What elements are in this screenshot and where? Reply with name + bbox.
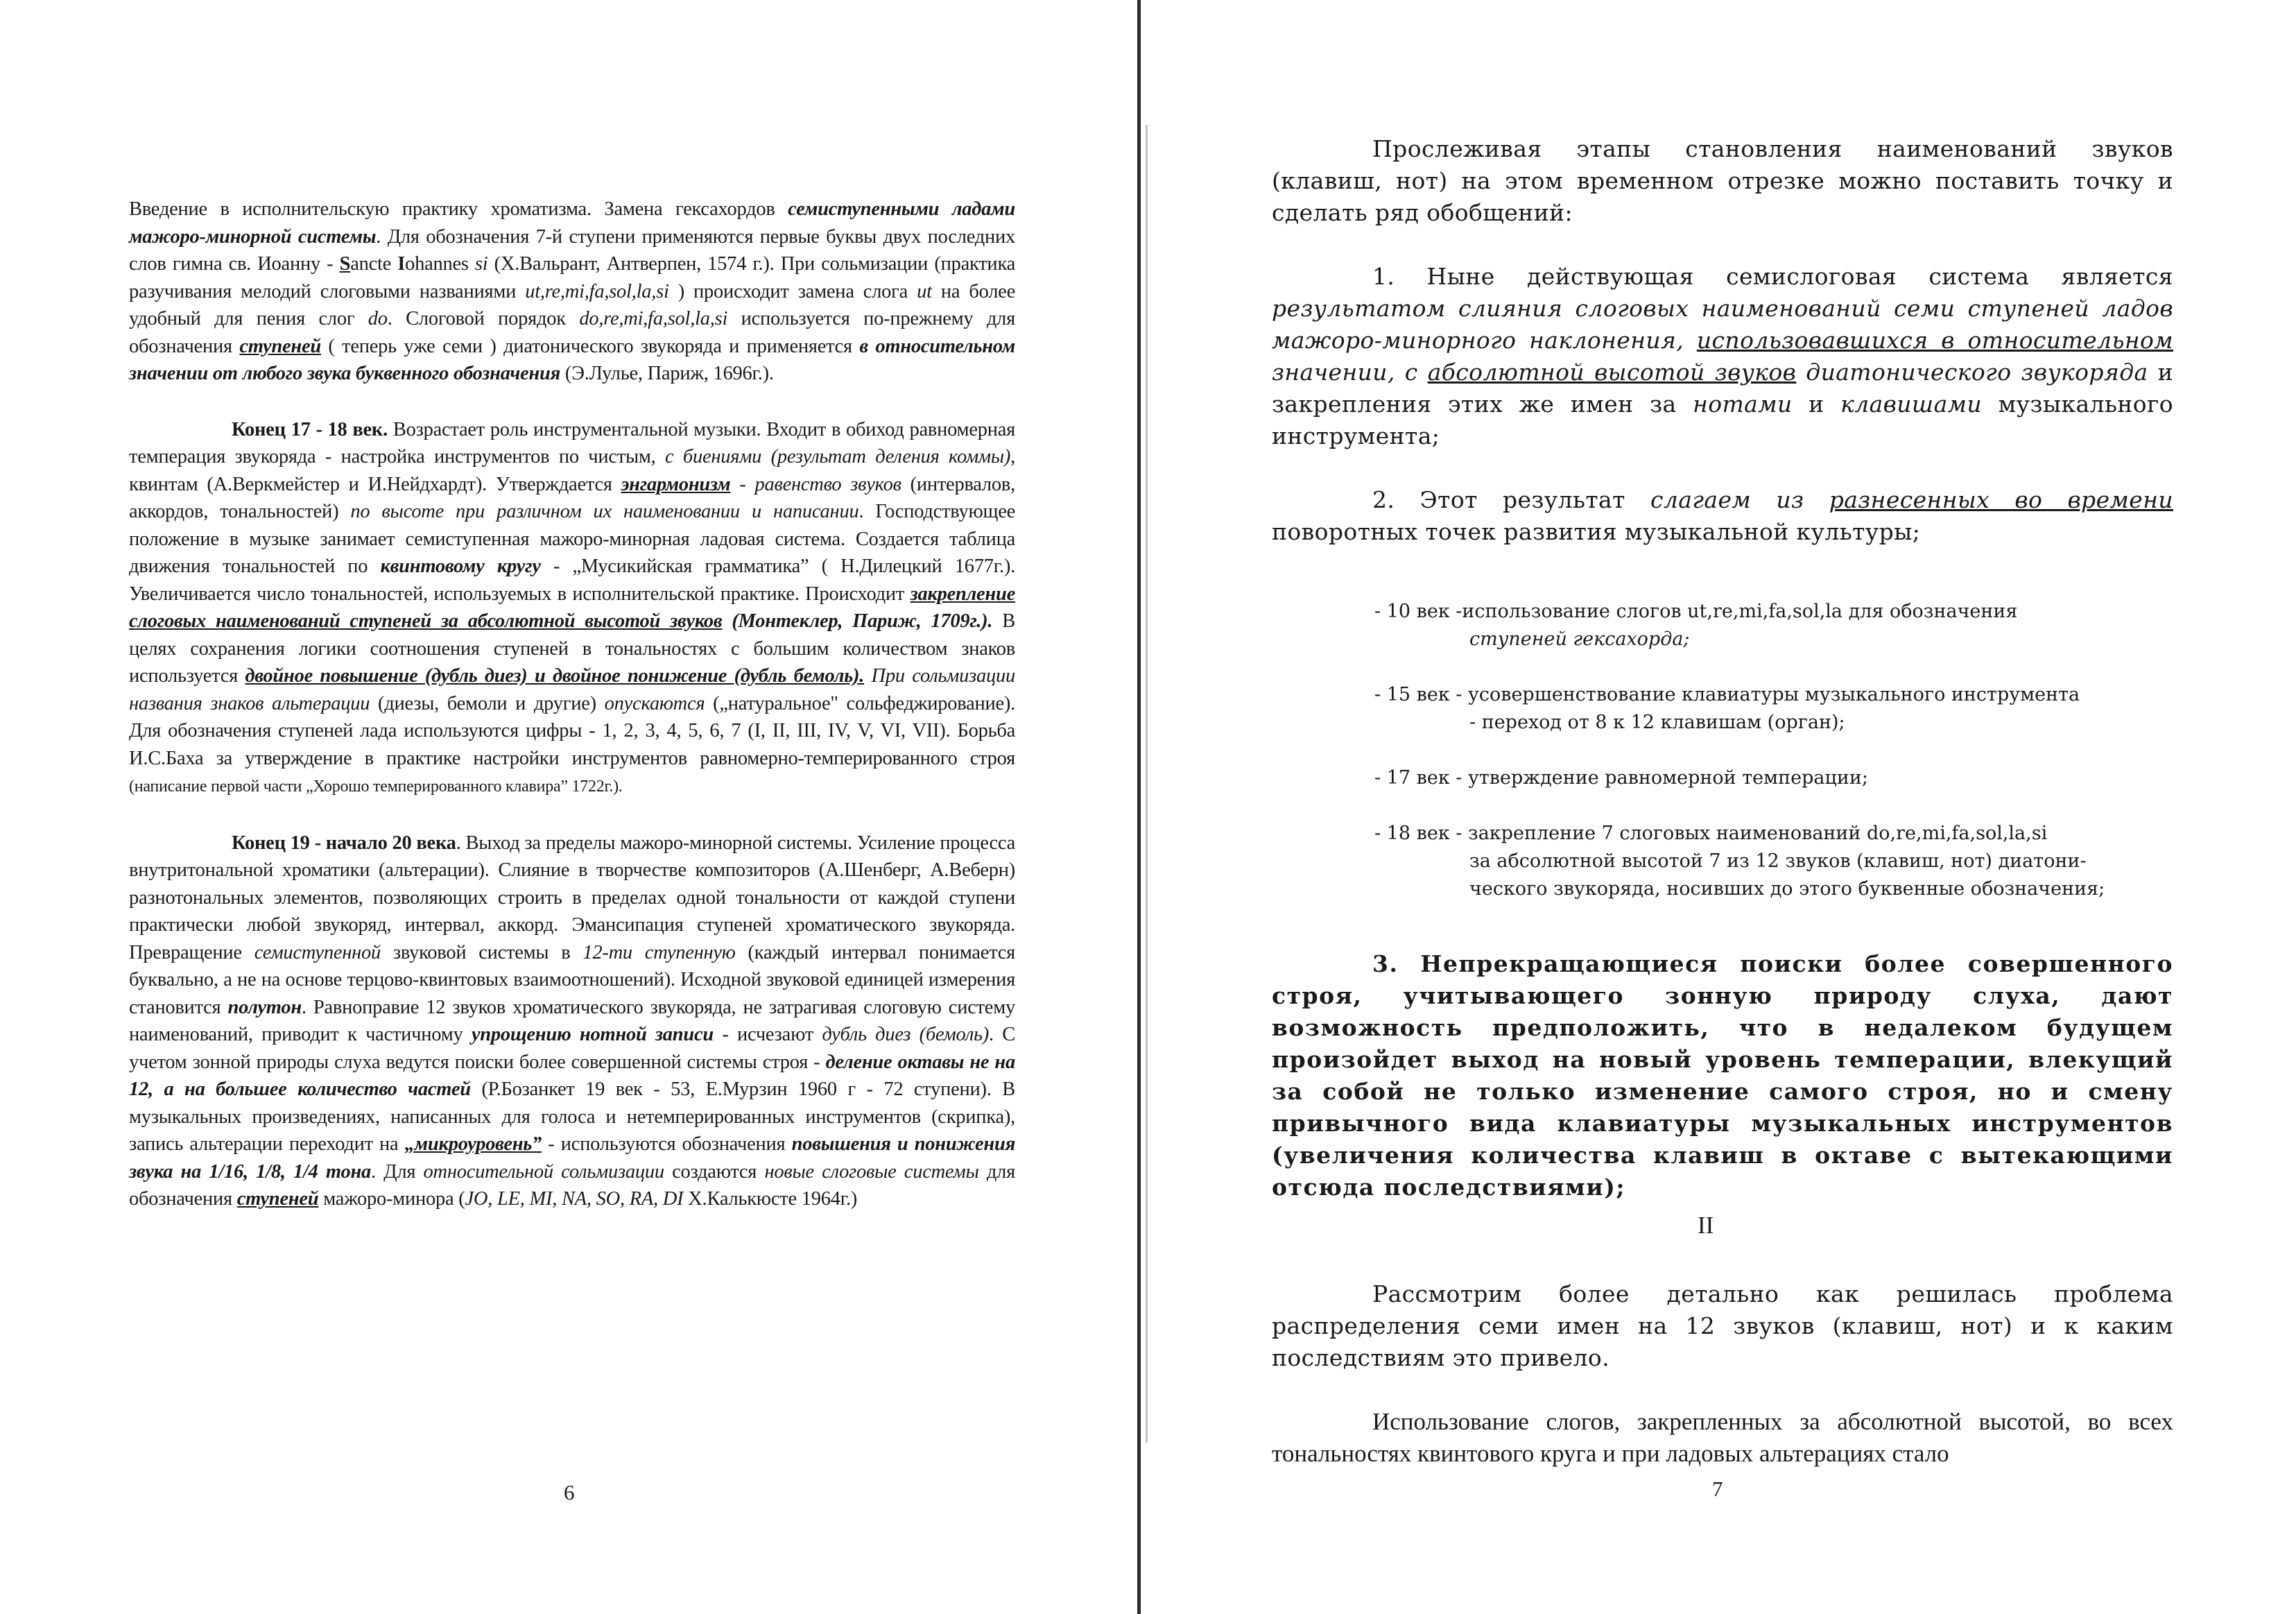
section-numeral: II (1698, 1212, 1714, 1239)
underlined-term: „микроуровень” (404, 1133, 542, 1155)
text-run: (Э.Лулье, Париж, 1696г.). (560, 363, 774, 384)
emphasized-term: результатом слияния слоговых наименований семи ступеней ладов мажоро-минорного наклонения, (1272, 295, 2173, 354)
chronology-item-15: - 15 век - усовершенствование клавиатуры музыкального инструмента - переход от 8 к 12 клавишам (орган); (1374, 684, 2080, 733)
left-page-number: 6 (564, 1480, 575, 1504)
text-run: для обозначения (129, 1160, 1015, 1210)
emphasized-term: равенство звуков (754, 473, 901, 495)
text-run (1796, 359, 1806, 386)
emphasized-term: JO, LE, MI, NA, SO, RA, DI (465, 1188, 684, 1210)
emphasized-term: do (368, 308, 388, 329)
text-run: . Для (371, 1160, 424, 1183)
emphasized-term: ut,re,mi,fa,sol,la,si (525, 280, 669, 302)
emphasized-term: значении, с (1272, 359, 1418, 386)
text-run: музыкального инструмента; (1272, 390, 2173, 449)
text-run: ( теперь уже семи ) диатонического звукоряда и применяется (320, 335, 860, 357)
left-page (0, 0, 1143, 1614)
text-run (1684, 327, 1697, 354)
text-run: Введение в исполнительскую практику хроматизма. Замена гексахордов (129, 198, 788, 220)
emphasized-term: (написание первой части „Хорошо темперированного клавира” 1722г.). (129, 778, 623, 796)
text-run: , квинтам (А.Веркмейстер и И.Нейдхардт). Утверждается (129, 446, 1015, 495)
text-run: Прослеживая этапы становления наименований звуков (клавиш, нот) на этом временном отрезке можно поставить точку и сделать ряд обобщений: (1272, 135, 2173, 226)
right-text-block-bottom (1272, 1278, 2173, 1470)
text-run: - (730, 473, 755, 495)
emphasized-term: в относительном значении от любого звука буквенного обозначения (129, 335, 1016, 384)
chronology-list (1374, 598, 2172, 903)
emphasized-term: клавишами (1840, 390, 1983, 418)
book-spine (1137, 0, 1141, 1614)
text-run: . Слоговой порядок (387, 308, 580, 329)
underlined-term: разнесенных во времени (1829, 486, 2173, 513)
right-usage-paragraph: Использование слогов, закрепленных за абсолютной высотой, во всех тональностях квинтового круга и при ладовых альтерациях стало (1272, 1408, 2173, 1467)
text-run: Х.Калькюсте 1964г.) (683, 1188, 858, 1210)
text-run (864, 665, 871, 687)
emphasized-term: деление октавы не на 12, а на большее количество частей (129, 1051, 1016, 1100)
text-run: - „Мусикийская грамматика” ( Н.Дилецкий 1677г.). Увеличивается число тональностей, используемых в исполнительской практике. Происходит (129, 556, 1015, 605)
emphasized-term: 12-ти ступенную (582, 941, 736, 963)
underlined-term: двойное повышение (дубль диез) и двойное понижение (дубль бемоль). (245, 665, 865, 687)
text-run: (Х.Вальрант, Антверпен, 1574 г.). При сольмизации (практика разучивания мелодий слоговыми названиями (129, 253, 1016, 302)
chronology-item-18: - 18 век - закрепление 7 слоговых наименований do,re,mi,fa,sol,la,si за абсолютной высотой 7 из 12 звуков (клавиш, нот) диатони- ческого звукоряда, носивших до этого буквенные обозначения; (1374, 823, 2105, 900)
emphasized-term: нотами (1693, 390, 1793, 418)
underlined-term: абсолютной высотой звуков (1427, 359, 1797, 386)
emphasized-term: относительной сольмизации (423, 1160, 664, 1183)
right-page-number: 7 (1712, 1477, 1723, 1501)
text-run (1418, 359, 1428, 386)
emphasized-term: do,re,mi,fa,sol,la,si (579, 308, 728, 329)
text-run: используется по-прежнему для обозначения (129, 308, 1016, 357)
left-text-column (129, 196, 1015, 1213)
emphasized-term: слагаем из (1650, 486, 1804, 513)
text-run: . Господствующее положение в музыке занимает семиступенная мажоро-минорная ладовая система. Создается таблица движения тональностей по (129, 501, 1016, 577)
emphasized-term: ut (917, 280, 932, 302)
right-examine-paragraph: Рассмотрим более детально как решилась проблема распределения семи имен на 12 звуков (клавиш, нот) и к каким последствиям это привело. (1272, 1280, 2173, 1371)
underlined-term: закрепление слоговых наименований ступеней за абсолютной высотой звуков (129, 583, 1015, 632)
text-run: - исчезают (714, 1024, 822, 1045)
text-run: . Выход за пределы мажоро-минорной системы. Усиление процесса внутритональной хроматики (альтерации). Слияние в творчестве композиторов (А.Шенберг, А.Веберн) разнотональных элементов, позволяющих строить в пределах одной тональности от каждой ступени практически любой звукоряд, интервал, аккорд. Эмансипация ступеней хроматического звукоряда. Превращение (129, 832, 1015, 963)
right-intro-paragraph (1272, 133, 2173, 229)
right-page (1143, 0, 2296, 1614)
emphasized-term: (Монтеклер, Париж, 1709г.). (722, 610, 993, 632)
text-run (1804, 486, 1829, 513)
emphasized-term: диатонического звукоряда (1806, 359, 2148, 386)
left-paragraph-1 (129, 196, 1015, 388)
emphasized-term: новые слоговые системы (764, 1160, 979, 1183)
text-run: В целях сохранения логики соотношения ступеней в тональностях с большим количеством знаков используется (129, 610, 1015, 687)
emphasized-term: I (397, 253, 406, 275)
right-point-3: 3. Непрекращающиеся поиски более совершенного строя, учитывающего зонную природу слуха, дают возможность предположить, что в недалеком будущем произойдет выход на новый уровень темперации, влекущий за собой не только изменение самого строя, но и смену привычного вида клавиатуры музыкальных инструментов (увеличения количества клавиш в октаве с вытекающими отсюда последствиями); (1272, 950, 2173, 1201)
text-run: 2. Этот результат (1372, 486, 1650, 513)
emphasized-term: Конец 17 - 18 век. (232, 418, 388, 440)
emphasized-term: si (474, 253, 488, 275)
text-run: . Для обозначения 7-й ступени применяются первые буквы двух последних слов гимна св. Иоанну - (129, 225, 1015, 275)
text-run: (интервалов, аккордов, тональностей) (129, 473, 1015, 522)
emphasized-term: семиступенными ладами мажоро-минорной системы (129, 198, 1015, 248)
text-run: и (1792, 390, 1841, 418)
emphasized-term: полутон (227, 996, 302, 1018)
emphasized-term: повышения и понижения звука на 1/16, 1/8, 1/4 тона (129, 1133, 1015, 1183)
left-paragraph-3 (129, 830, 1015, 1213)
underlined-term: S (339, 253, 351, 275)
emphasized-term: опускаются (604, 692, 705, 714)
text-run: (диезы, бемоли и другие) (370, 692, 605, 714)
underlined-term: энгармонизм (621, 473, 731, 495)
emphasized-term: дубль диез (бемоль) (822, 1024, 989, 1045)
emphasized-term: с биениями (результат деления коммы) (665, 446, 1011, 467)
text-run: (Р.Бозанкет 19 век - 53, Е.Мурзин 1960 г - 72 ступени). В музыкальных произведениях, написанных для голоса и нетемперированных инструментов (скрипка), запись альтерации переходит на (129, 1079, 1015, 1155)
text-run: поворотных точек развития музыкальной культуры; (1272, 518, 1921, 545)
emphasized-term: При сольмизации названия знаков альтерации (129, 665, 1015, 714)
text-run: ancte (350, 253, 398, 275)
text-run: 1. Ныне действующая семислоговая система является (1372, 263, 2173, 290)
chronology-item-10: - 10 век -использование слогов ut,re,mi,fa,sol,la для обозначения ступеней гексахорда; (1374, 601, 2018, 650)
text-run: и закрепления этих же имен за (1272, 359, 2173, 418)
right-point-1 (1272, 261, 2173, 452)
text-run: на более удобный для пения слог (129, 280, 1015, 329)
text-run: . С учетом зонной природы слуха ведутся поиски более совершенной системы строя - (129, 1024, 1016, 1073)
text-run: создаются (664, 1160, 765, 1183)
text-run: („натуральное" сольфеджирование). Для обозначения ступеней лада используются цифры - 1, 2, 3, 4, 5, 6, 7 (I, II, III, IV, V, VI, VII). Борьба И.С.Баха за утверждение в практике настройки инструментов равномерно-темперированного строя (129, 692, 1015, 769)
emphasized-term: Конец 19 - начало 20 века (232, 832, 456, 854)
emphasized-term: квинтовому кругу (380, 556, 541, 577)
underlined-term: использовавшихся в относительном (1696, 327, 2174, 354)
underlined-term: ступеней (239, 335, 321, 357)
left-paragraph-2 (129, 416, 1015, 801)
text-run: - используются обозначения (542, 1133, 792, 1155)
right-text-block-top (1272, 133, 2173, 548)
text-run: мажоро-минора ( (318, 1188, 465, 1210)
text-run: Возрастает роль инструментальной музыки. Входит в обиход равномерная темперация звукоряда - настройка инструментов по чистым, (129, 418, 1015, 467)
text-run: (каждый интервал понимается буквально, а не на основе терцово-квинтовых взаимоотношений). Исходной звуковой единицей измерения становится (129, 941, 1016, 1018)
underlined-term: ступеней (236, 1188, 319, 1210)
right-point-2 (1272, 484, 2173, 548)
text-run: ohannes (405, 253, 475, 275)
text-run: . Равноправие 12 звуков хроматического звукоряда, не затрагивая слоговую систему наименований, приводит к частичному (129, 996, 1015, 1045)
text-run: ) происходит замена слога (668, 280, 917, 302)
emphasized-term: по высоте при различном их наименовании и написании (350, 501, 859, 522)
text-run: звуковой системы в (381, 941, 583, 963)
emphasized-term: упрощению нотной записи (471, 1024, 714, 1045)
emphasized-term: семиступенной (254, 941, 381, 963)
chronology-item-17: - 17 век - утверждение равномерной темперации; (1374, 767, 1868, 789)
